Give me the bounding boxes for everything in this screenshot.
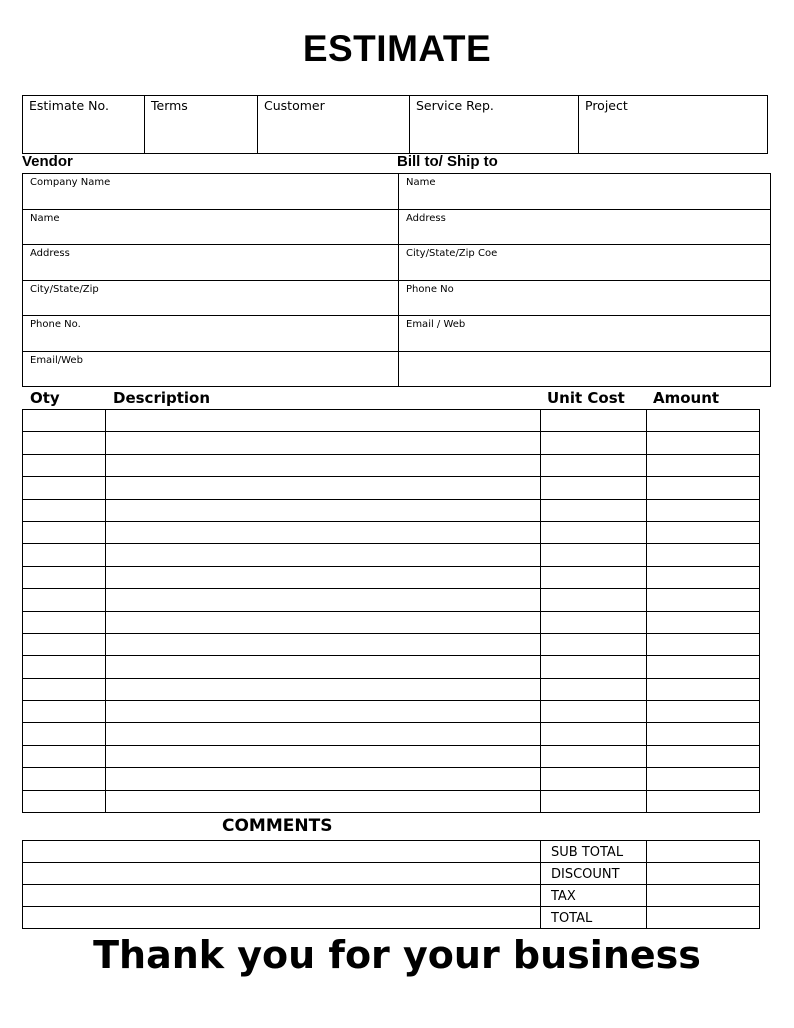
qty-cell[interactable] <box>23 544 106 566</box>
qty-cell[interactable] <box>23 633 106 655</box>
billto-field-label: Email / Web <box>406 319 466 330</box>
line-item-row <box>23 701 760 723</box>
description-cell[interactable] <box>106 790 541 812</box>
line-item-row <box>23 477 760 499</box>
qty-cell[interactable] <box>23 589 106 611</box>
amount-cell[interactable] <box>647 678 760 700</box>
description-cell[interactable] <box>106 544 541 566</box>
description-cell[interactable] <box>106 656 541 678</box>
unit-cost-cell[interactable] <box>541 790 647 812</box>
line-item-row <box>23 521 760 543</box>
terms-field[interactable] <box>145 96 258 154</box>
unit-cost-cell[interactable] <box>541 701 647 723</box>
vendor-field-label: Phone No. <box>30 319 81 330</box>
amount-cell[interactable] <box>647 454 760 476</box>
qty-cell[interactable] <box>23 790 106 812</box>
line-item-row <box>23 768 760 790</box>
estimate-no-field[interactable] <box>23 96 145 154</box>
billto-field-label: Address <box>406 212 446 224</box>
description-cell[interactable] <box>106 633 541 655</box>
line-item-row <box>23 745 760 767</box>
unit-cost-cell[interactable] <box>541 410 647 432</box>
comments-field[interactable] <box>23 907 541 929</box>
qty-cell[interactable] <box>23 521 106 543</box>
vendor-address-field[interactable] <box>23 245 399 281</box>
qty-cell[interactable] <box>23 410 106 432</box>
description-cell[interactable] <box>106 723 541 745</box>
qty-cell[interactable] <box>23 611 106 633</box>
unit-cost-cell[interactable] <box>541 566 647 588</box>
customer-field[interactable] <box>258 96 410 154</box>
vendor-field-label: Name <box>30 212 60 224</box>
unit-cost-cell[interactable] <box>541 611 647 633</box>
amount-cell[interactable] <box>647 611 760 633</box>
service-rep-label: Service Rep. <box>416 98 494 113</box>
unit-cost-cell[interactable] <box>541 521 647 543</box>
comments-field[interactable] <box>23 863 541 885</box>
billto-name-field[interactable] <box>399 174 771 210</box>
description-column-header: Description <box>113 389 211 407</box>
total-label: TOTAL <box>541 907 647 929</box>
unit-cost-cell[interactable] <box>541 499 647 521</box>
line-item-row <box>23 656 760 678</box>
amount-cell[interactable] <box>647 701 760 723</box>
line-items-table <box>22 409 760 813</box>
billto-empty-field[interactable] <box>399 351 771 387</box>
vendor-field-label: Company Name <box>30 177 111 188</box>
comments-field[interactable] <box>23 841 541 863</box>
project-field[interactable] <box>579 96 768 154</box>
description-cell[interactable] <box>106 745 541 767</box>
billto-field-label: City/State/Zip Coe <box>406 248 498 259</box>
document-title: ESTIMATE <box>302 28 492 69</box>
description-cell[interactable] <box>106 477 541 499</box>
line-item-row <box>23 499 760 521</box>
comments-field[interactable] <box>23 885 541 907</box>
vendor-city-field[interactable] <box>23 280 399 316</box>
subtotal-value[interactable] <box>647 841 760 863</box>
amount-cell[interactable] <box>647 589 760 611</box>
line-item-row <box>23 633 760 655</box>
billto-field-label: Phone No <box>406 283 454 295</box>
unit-cost-cell[interactable] <box>541 477 647 499</box>
terms-label: Terms <box>151 98 188 113</box>
qty-cell[interactable] <box>23 454 106 476</box>
vendor-field-label: Email/Web <box>30 354 83 366</box>
vendor-phone-field[interactable] <box>23 316 399 352</box>
description-cell[interactable] <box>106 611 541 633</box>
subtotal-label: SUB TOTAL <box>541 841 647 863</box>
service-rep-field[interactable] <box>410 96 579 154</box>
amount-cell[interactable] <box>647 745 760 767</box>
description-cell[interactable] <box>106 566 541 588</box>
line-item-row <box>23 566 760 588</box>
amount-cell[interactable] <box>647 477 760 499</box>
address-table <box>22 173 771 387</box>
amount-cell[interactable] <box>647 566 760 588</box>
qty-cell[interactable] <box>23 499 106 521</box>
billto-address-field[interactable] <box>399 209 771 245</box>
description-cell[interactable] <box>106 521 541 543</box>
line-items-body <box>23 410 760 813</box>
billto-phone-field[interactable] <box>399 280 771 316</box>
amount-cell[interactable] <box>647 432 760 454</box>
amount-cell[interactable] <box>647 544 760 566</box>
amount-cell[interactable] <box>647 768 760 790</box>
thank-you-footer: Thank you for your business <box>93 933 701 977</box>
totals-table <box>22 840 760 929</box>
description-cell[interactable] <box>106 499 541 521</box>
line-item-row <box>23 410 760 432</box>
discount-label: DISCOUNT <box>541 863 647 885</box>
qty-cell[interactable] <box>23 745 106 767</box>
unit-cost-cell[interactable] <box>541 768 647 790</box>
description-cell[interactable] <box>106 454 541 476</box>
customer-label: Customer <box>264 98 325 113</box>
qty-cell[interactable] <box>23 678 106 700</box>
description-cell[interactable] <box>106 701 541 723</box>
amount-cell[interactable] <box>647 790 760 812</box>
tax-label: TAX <box>541 885 647 907</box>
unit-cost-column-header: Unit Cost <box>547 389 625 407</box>
discount-value[interactable] <box>647 863 760 885</box>
line-item-row <box>23 723 760 745</box>
amount-cell[interactable] <box>647 499 760 521</box>
vendor-name-field[interactable] <box>23 209 399 245</box>
vendor-email-field[interactable] <box>23 351 399 387</box>
line-item-row <box>23 432 760 454</box>
amount-cell[interactable] <box>647 521 760 543</box>
unit-cost-cell[interactable] <box>541 723 647 745</box>
vendor-company-name-field[interactable] <box>23 174 399 210</box>
vendor-field-label: Address <box>30 248 70 259</box>
description-cell[interactable] <box>106 589 541 611</box>
unit-cost-cell[interactable] <box>541 589 647 611</box>
amount-cell[interactable] <box>647 656 760 678</box>
estimate-header-table <box>22 95 768 154</box>
qty-cell[interactable] <box>23 768 106 790</box>
line-item-row <box>23 790 760 812</box>
qty-cell[interactable] <box>23 432 106 454</box>
qty-cell[interactable] <box>23 656 106 678</box>
description-cell[interactable] <box>106 432 541 454</box>
qty-cell[interactable] <box>23 701 106 723</box>
unit-cost-cell[interactable] <box>541 678 647 700</box>
billto-email-field[interactable] <box>399 316 771 352</box>
amount-column-header: Amount <box>653 389 720 407</box>
line-item-row <box>23 544 760 566</box>
billto-city-field[interactable] <box>399 245 771 281</box>
line-item-row <box>23 678 760 700</box>
line-item-row <box>23 589 760 611</box>
billto-heading: Bill to/ Ship to <box>397 153 498 170</box>
unit-cost-cell[interactable] <box>541 656 647 678</box>
unit-cost-cell[interactable] <box>541 544 647 566</box>
comments-heading: COMMENTS <box>222 816 333 836</box>
description-cell[interactable] <box>106 410 541 432</box>
total-value[interactable] <box>647 907 760 929</box>
vendor-field-label: City/State/Zip <box>30 283 99 295</box>
qty-cell[interactable] <box>23 566 106 588</box>
estimate-no-label: Estimate No. <box>29 98 109 113</box>
description-cell[interactable] <box>106 678 541 700</box>
unit-cost-cell[interactable] <box>541 454 647 476</box>
unit-cost-cell[interactable] <box>541 432 647 454</box>
unit-cost-cell[interactable] <box>541 745 647 767</box>
qty-column-header: Oty <box>30 389 60 407</box>
line-item-row <box>23 611 760 633</box>
qty-cell[interactable] <box>23 477 106 499</box>
qty-cell[interactable] <box>23 723 106 745</box>
amount-cell[interactable] <box>647 723 760 745</box>
tax-value[interactable] <box>647 885 760 907</box>
amount-cell[interactable] <box>647 410 760 432</box>
vendor-heading: Vendor <box>22 153 73 170</box>
amount-cell[interactable] <box>647 633 760 655</box>
description-cell[interactable] <box>106 768 541 790</box>
billto-field-label: Name <box>406 177 436 188</box>
unit-cost-cell[interactable] <box>541 633 647 655</box>
line-item-row <box>23 454 760 476</box>
project-label: Project <box>585 98 628 113</box>
